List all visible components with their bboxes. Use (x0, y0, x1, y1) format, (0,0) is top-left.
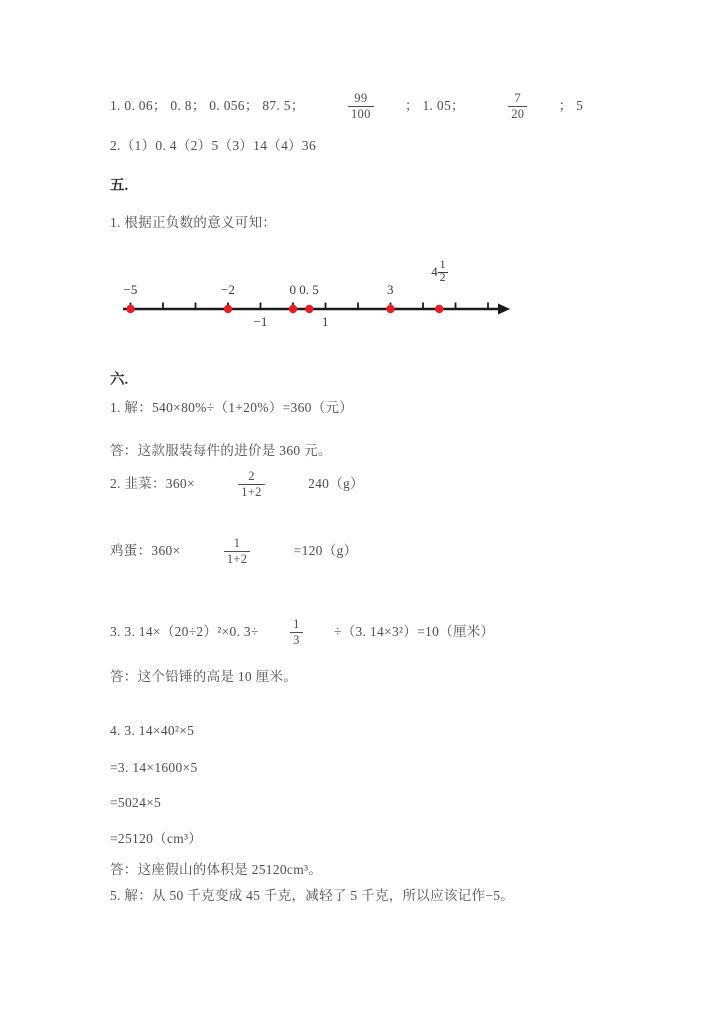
six-q2-line-2-prefix: 鸡蛋：360× (110, 543, 181, 559)
six-q3-answer: 答：这个铅锤的高是 10 厘米。 (110, 669, 298, 684)
six-q2-line-1-prefix: 2. 韭菜：360× (110, 476, 195, 492)
six-q4-line-1: 4. 3. 14×40²×5 (110, 723, 195, 738)
six-q4-line-4: =25120（cm³） (110, 831, 203, 846)
six-q2-line-1-suffix: 240（g） (308, 476, 364, 492)
mixed-number-fraction (438, 260, 448, 284)
fraction-denominator: 2 (439, 271, 446, 284)
number-line-point-dot (126, 305, 134, 313)
fraction-numerator: 2 (248, 468, 255, 483)
fraction-numerator: 1 (293, 616, 300, 631)
fraction-99-over-100 (348, 92, 374, 121)
number-line-figure (105, 258, 525, 328)
six-q3-prefix: 3. 3. 14×（20÷2）²×0. 3÷ (110, 624, 259, 640)
six-q2-line-1 (110, 470, 364, 499)
number-line-point-label (431, 261, 447, 285)
six-q5-solution: 5. 解：从 50 千克变成 45 千克，减轻了 5 千克，所以应该记作−5。 (110, 888, 515, 903)
fraction-numerator: 7 (514, 90, 522, 105)
number-line-point-dot (305, 305, 313, 313)
fraction-denominator: 1+2 (238, 484, 264, 499)
number-line-point-dot (386, 305, 394, 313)
six-q4-answer: 答：这座假山的体积是 25120cm³。 (110, 862, 323, 877)
six-q2-line-2 (110, 537, 357, 566)
number-line-point-dot (435, 305, 443, 313)
section-heading-five: 五. (110, 178, 129, 194)
number-line-point-label: 0. 5 (299, 282, 319, 297)
fraction-denominator: 20 (508, 106, 527, 121)
fraction-2-over-1-plus-2 (238, 470, 264, 499)
number-line-point-dot (289, 305, 297, 313)
answer-line-1-suffix: ； 5 (558, 98, 584, 114)
number-line-point-label: −2 (221, 282, 235, 297)
fraction-1-over-1-plus-2 (224, 537, 250, 566)
number-line-below-label: 1 (322, 314, 329, 329)
answer-line-2: 2.（1）0. 4（2）5（3）14（4）36 (110, 138, 317, 153)
six-q4-line-3: =5024×5 (110, 795, 162, 810)
axis-arrowhead (498, 304, 510, 315)
answer-line-1 (110, 92, 583, 121)
number-line-point-label: −5 (123, 282, 138, 297)
number-line-point-label: 0 (289, 282, 296, 297)
six-q2-line-2-suffix: =120（g） (293, 543, 358, 559)
answer-line-1-mid: ； 1. 05； (405, 98, 465, 114)
six-q1-solution: 1. 解：540×80%÷（1+20%）=360（元） (110, 400, 354, 415)
fraction-1-over-3 (290, 618, 303, 647)
six-q3-suffix: ÷（3. 14×3²）=10（厘米） (334, 624, 495, 640)
six-q3-solution (110, 618, 494, 647)
fraction-denominator: 3 (290, 632, 303, 647)
number-line-point-dot (224, 305, 232, 313)
number-line-point-label: 3 (387, 282, 394, 297)
section-heading-six: 六. (110, 372, 129, 388)
mixed-number-whole: 4 (431, 263, 438, 279)
section-five-item-1: 1. 根据正负数的意义可知： (110, 215, 277, 230)
fraction-numerator: 99 (354, 90, 368, 105)
number-line-below-label: −1 (253, 314, 268, 329)
fraction-numerator: 1 (233, 535, 241, 550)
fraction-denominator: 100 (348, 106, 374, 121)
six-q4-line-2: =3. 14×1600×5 (110, 760, 198, 775)
six-q1-answer: 答：这款服装每件的进价是 360 元。 (110, 443, 332, 458)
fraction-numerator: 1 (439, 259, 446, 271)
fraction-7-over-20 (508, 92, 527, 121)
fraction-denominator: 1+2 (224, 551, 250, 566)
answer-line-1-prefix: 1. 0. 06； 0. 8； 0. 056； 87. 5； (110, 98, 305, 114)
